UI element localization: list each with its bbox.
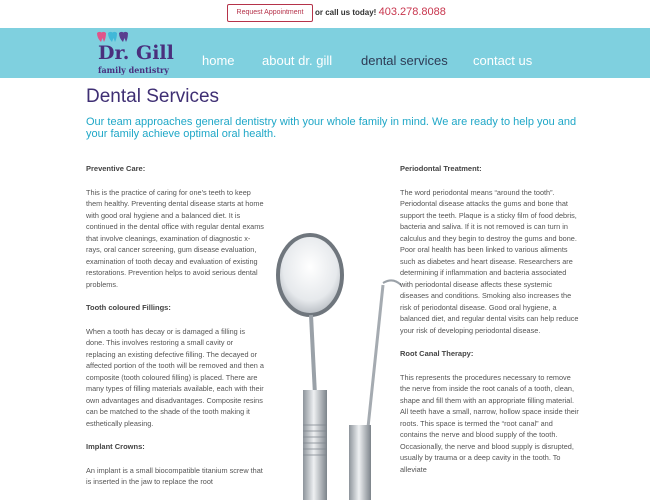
nav-dental-services[interactable]: dental services <box>361 53 448 68</box>
call-label: or call us today! <box>315 8 377 17</box>
call-us-text <box>315 6 446 18</box>
nav-contact[interactable]: contact us <box>473 53 533 68</box>
logo-name: Dr. Gill <box>98 42 174 64</box>
section-heading-root-canal: Root Canal Therapy: <box>400 349 474 358</box>
top-bar <box>0 0 650 28</box>
section-body-periodontal: The word periodontal means “around the tooth”. Periodontal disease attacks the gums and bone that support the teeth. Plaque is a sticky film of food debris, bacteria and saliva. If it is not removed is can turn in calculus and they begin to destroy the gums and bone. Poor oral health has been linked to various aliments such as diabetes and heart disease. Researchers are determining if inflammation and bacteria associated with periodontal disease affects these systemic diseases and conditions. Smoking also increases the risk of periodontal disease. Good oral hygiene, a balanced diet, and regular dental visits can help reduce your risk of developing periodontal disease. <box>400 187 579 335</box>
nav-home[interactable]: home <box>202 53 235 68</box>
page-title: Dental Services <box>86 86 220 107</box>
logo-subtitle: family dentistry <box>98 65 169 75</box>
site-logo[interactable] <box>96 31 176 77</box>
nav-about[interactable]: about dr. gill <box>262 53 333 68</box>
section-heading-periodontal: Periodontal Treatment: <box>400 164 482 173</box>
services-left-column <box>86 163 264 500</box>
section-heading-fillings: Tooth coloured Fillings: <box>86 303 171 312</box>
services-right-column <box>400 163 580 487</box>
phone-number-link[interactable]: 403.278.8088 <box>378 6 446 18</box>
main-nav-bar <box>0 28 650 78</box>
section-body-implants: An implant is a small biocompatible titanium screw that is inserted in the jaw to replace the root <box>86 465 263 486</box>
section-body-fillings: When a tooth has decay or is damaged a filling is done. This involves restoring a small cavity or replacing an existing defective filling. The decayed or affected portion of the tooth will be removed and then a composite (tooth coloured filling) is placed. There are many types of filling materials available, each with their own advantages and disadvantages. Composite resins can be matched to the shade of the tooth making it esthetically pleasing. <box>86 326 264 428</box>
request-appointment-button[interactable]: Request Appointment <box>227 4 313 22</box>
section-heading-implants: Implant Crowns: <box>86 442 145 451</box>
section-heading-preventive: Preventive Care: <box>86 164 146 173</box>
intro-text: Our team approaches general dentistry with your whole family in mind. We are ready to help you and your family achieve optimal oral health. <box>86 116 577 140</box>
section-body-preventive: This is the practice of caring for one's teeth to keep them healthy. Preventing dental disease starts at home with good oral hygiene and a balanced diet. It is continued in the dental office with regular dental exams that involve cleanings, examination of diagnostic x-rays, oral cancer screening, gum disease evaluation, examination of tooth decay and evaluation of existing restorations. Prevention helps to avoid serious dental problems. <box>86 187 264 289</box>
section-body-root-canal: This represents the procedures necessary to remove the nerve from inside the root canals of a tooth, clean, shape and fill them with an appropriate filling material. All teeth have a small, narrow, hollow space inside their roots. This space is termed the “root canal” and contains the nerve and blood supply of the tooth. Occasionally, the nerve and blood supply is disrupted, usually by trauma or a deep cavity in the tooth. To alleviate <box>400 372 579 474</box>
dental-mirror-image <box>265 225 405 500</box>
